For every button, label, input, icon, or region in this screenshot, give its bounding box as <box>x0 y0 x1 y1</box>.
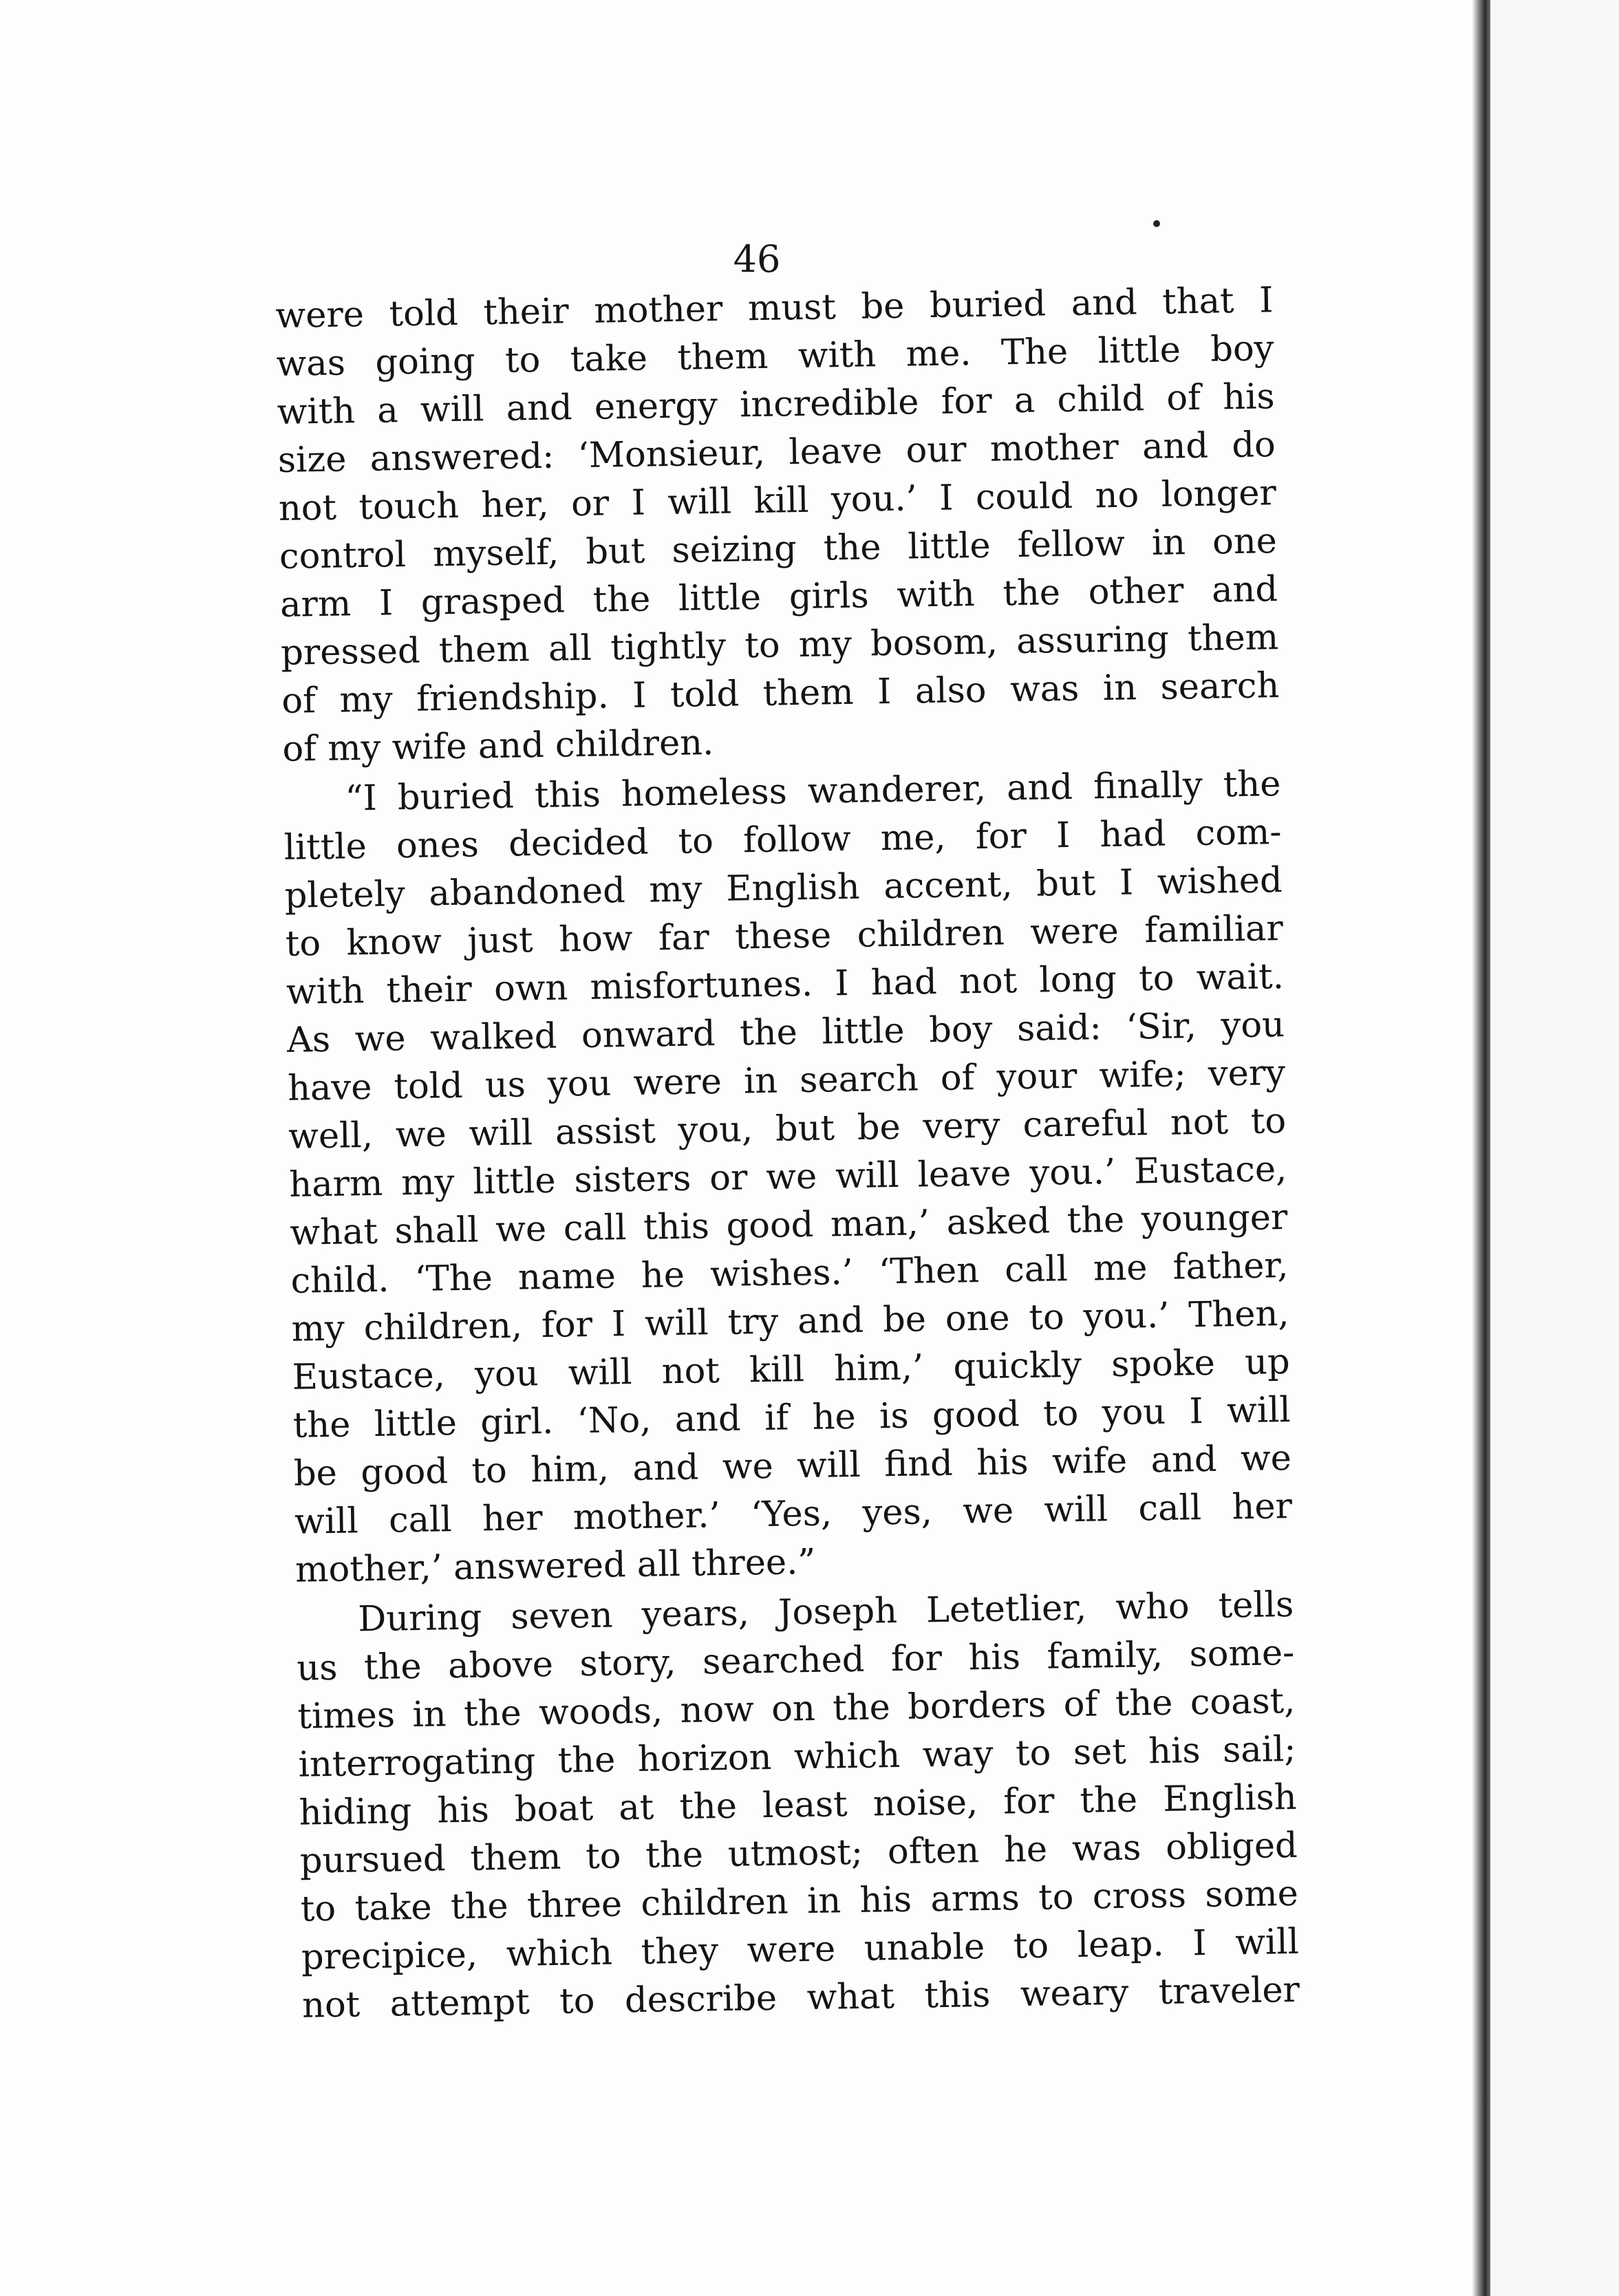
text-line: pursued them to the utmost; often he was obliged <box>299 1825 1298 1882</box>
text-line: arm I grasped the little girls with the other and <box>279 569 1278 625</box>
text-line: my children, for I will try and be one to you.’ Then, <box>291 1294 1289 1350</box>
text-line: As we walked onward the little boy said: ‘Sir, you <box>286 1005 1285 1061</box>
text-line: mother,’ answered all three.” <box>294 1541 816 1591</box>
text-line: of my wife and children. <box>281 722 714 770</box>
text-line: will call her mother.’ ‘Yes, yes, we will call her <box>294 1486 1293 1543</box>
text-line: well, we will assist you, but be very careful not to <box>288 1101 1287 1157</box>
text-line: pletely abandoned my English accent, but I wished <box>284 860 1283 916</box>
paragraph-start-line: During seven years, Joseph Letetlier, who tells <box>357 1584 1294 1640</box>
text-line: of my friendship. I told them I also was in search <box>281 665 1280 722</box>
text-line: what shall we call this good man,’ asked the younger <box>290 1197 1288 1254</box>
text-line: us the above story, searched for his family, some- <box>296 1632 1295 1689</box>
text-line: not attempt to describe what this weary traveler <box>301 1969 1300 2026</box>
body-text <box>275 277 1300 2030</box>
text-line: be good to him, and we will find his wife and we <box>293 1438 1292 1494</box>
text-line: hiding his boat at the least noise, for the English <box>299 1777 1298 1834</box>
text-line: have told us you were in search of your wife; very <box>287 1053 1286 1109</box>
text-line: the little girl. ‘No, and if he is good to you I will <box>292 1390 1291 1446</box>
page-edge-margin <box>1490 0 1619 2296</box>
text-line: control myself, but seizing the little fellow in one <box>279 521 1278 577</box>
text-line: was going to take them with me. The little boy <box>276 328 1274 385</box>
text-line: to know just how far these children were familiar <box>285 908 1284 965</box>
binding-shadow <box>1472 0 1490 2296</box>
text-line: little ones decided to follow me, for I had com- <box>283 812 1282 868</box>
paragraph-start-line: “I buried this homeless wanderer, and finally the <box>345 764 1281 819</box>
text-line: size answered: ‘Monsieur, leave our mother and do <box>277 425 1276 481</box>
text-line: harm my little sisters or we will leave you.’ Eustace, <box>288 1149 1287 1205</box>
text-line: pressed them all tightly to my bosom, assuring them <box>280 617 1279 674</box>
text-line: interrogating the horizon which way to set his sail; <box>298 1728 1296 1785</box>
text-line: child. ‘The name he wishes.’ ‘Then call me father, <box>290 1245 1289 1302</box>
text-line: to take the three children in his arms to cross some <box>300 1873 1299 1930</box>
text-line: Eustace, you will not kill him,’ quickly spoke up <box>292 1342 1291 1398</box>
text-line: not touch her, or I will kill you.’ I could no longer <box>278 473 1277 529</box>
text-line: with their own misfortunes. I had not long to wait. <box>286 956 1285 1013</box>
text-line: with a will and energy incredible for a child of his <box>277 376 1276 433</box>
ink-speck <box>1153 220 1160 227</box>
text-line: precipice, which they were unable to leap. I will <box>301 1921 1300 1978</box>
text-line: were told their mother must be buried and that I <box>275 280 1274 336</box>
page-number: 46 <box>733 237 781 281</box>
text-line: times in the woods, now on the borders of the coast, <box>297 1680 1296 1737</box>
